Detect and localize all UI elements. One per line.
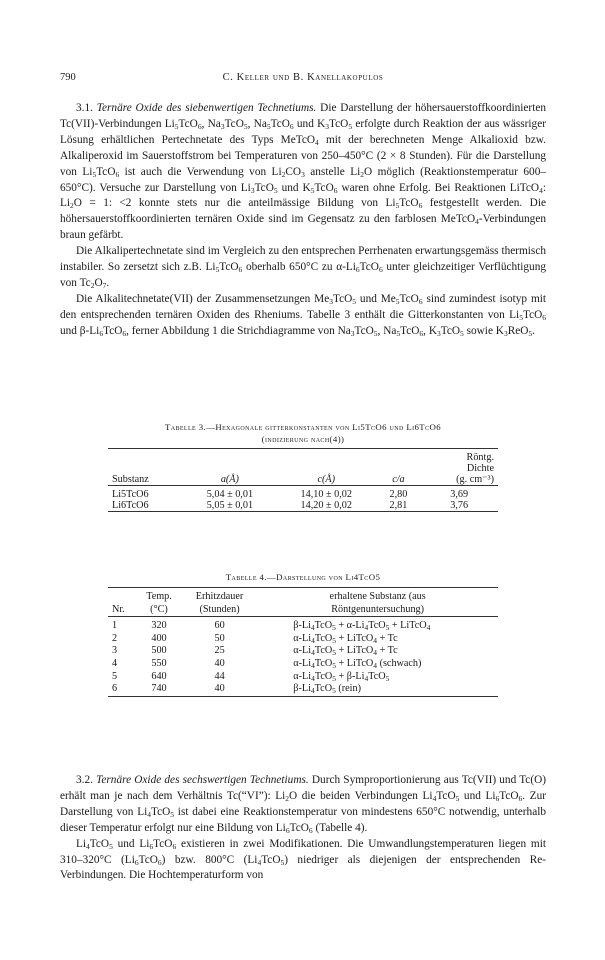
cell-nr: 5 — [112, 670, 118, 682]
header-subst-2: Röntgenuntersuchung) — [331, 603, 425, 615]
paragraph: 3.2. Ternäre Oxide des sechswertigen Technetiums. Durch Symproportionierung aus Tc(VII) und Tc(O) erhält man je nach dem Verhältnis Tc(“VI”): $Li_2O$ die beiden Verbindungen $Li_4TcO_5$ und $Li_6TcO_6$. Zur Darstellung von $Li_4TcO_5$ ist dabei eine Reaktionstemperatur von mindestens 650°C notwendig, unterhalb dieser Temperatur erfolgt nur eine Bildung von $Li_6TcO_6$ (Tabelle 4). — [60, 774, 547, 835]
cell-a: 5,04 ± 0,01 — [206, 489, 254, 500]
cell-dauer: 40 — [214, 657, 225, 669]
cell-substanz: $\beta-Li_4TcO_5$ (rein) — [293, 683, 361, 696]
header-subst-1: erhaltene Substanz (aus — [329, 591, 426, 602]
header-temp-1: Temp. — [146, 591, 172, 602]
table-row — [108, 633, 498, 646]
header-density-1: Röntg. — [466, 452, 494, 463]
table-row — [108, 658, 498, 671]
cell-substanz: Li6TcO6 — [112, 500, 149, 511]
cell-c: 14,20 ± 0,02 — [300, 500, 352, 511]
cell-substanz: $\beta-Li_4TcO_5 + \alpha-Li_4TcO_5$ + LiTcO$_4$ — [293, 620, 431, 633]
table-row — [108, 683, 498, 696]
cell-dichte: 3,69 — [450, 489, 469, 500]
cell-ca: 2,80 — [389, 489, 408, 500]
cell-dichte: 3,76 — [450, 500, 469, 511]
section-title: Ternäre Oxide des siebenwertigen Technetiums. — [96, 102, 317, 114]
cell-nr: 1 — [112, 620, 118, 632]
header-temp-2: (°C) — [150, 603, 168, 615]
page-number: 790 — [60, 72, 76, 83]
cell-dauer: 50 — [214, 632, 225, 644]
paragraph: Die Alkalipertechnetate sind im Vergleich zu den entsprechen Perrhenaten erwartungsgemäss thermisch instabiler. So zersetzt sich z.B. $Li_5TcO_6$ oberhalb 650°C zu $\alpha-Li_6TcO_6$ unter gleichzeitiger Verflüchtigung von $Tc_2O_7$. — [60, 245, 547, 290]
cell-substanz: $\alpha-Li_4TcO_5$ + LiTcO$_4$ + Tc — [293, 645, 398, 658]
cell-substanz: $\alpha-Li_4TcO_5$ + LiTcO$_4$ + Tc — [293, 632, 398, 645]
section-number: 3.1. — [76, 102, 93, 114]
table-3-caption-line-2: (indizierung nach(4)) — [261, 434, 345, 444]
paragraph: 3.1. Ternäre Oxide des siebenwertigen Technetiums. Die Darstellung der höhersauerstoffkoordinierten Tc(VII)-Verbindungen $Li_5TcO_6$, $Na_3TcO_5$, $Na_5TcO_6$ und $K_3TcO_5$ erfolgte durch Reaktion der aus wässriger Lösung erhältlichen Pertechnetate des Typs MeTcO$_4$ mit der berechneten Menge Alkalioxid bzw. Alkaliperoxid im Sauerstoffstrom bei Temperaturen von 250–450°C (2 × 8 Stunden). Für die Darstellung von $Li_5TcO_6$ ist auch die Verwendung von $Li_2CO_3$ anstelle $Li_2O$ möglich (Reaktionstemperatur 600–650°C). Versuche zur Darstellung von $Li_3TcO_5$ und $K_5TcO_6$ waren ohne Erfolg. Bei Reaktionen LiTcO$_4$: $Li_2O = 1$: <2 konnte stets nur die anteilmässige Bildung von $Li_5TcO_6$ festgestellt werden. Die höhersauerstoffkoordinierten ternären Oxide sind im Gegensatz zu den farblosen MeTcO$_4$-Verbindungen braun gefärbt. — [60, 102, 547, 242]
table-4-caption: Tabelle 4.—Darstellung von Li4TcO5 — [225, 572, 381, 582]
running-header — [60, 72, 546, 88]
cell-ca: 2,81 — [389, 500, 408, 511]
table-row — [108, 500, 498, 512]
header-c: c(Å) — [317, 474, 335, 485]
header-a: a(Å) — [220, 474, 239, 485]
cell-substanz: $\alpha-Li_4TcO_5 + \beta-Li_4TcO_5$ — [293, 670, 390, 683]
table-3-caption-line-1: Tabelle 3.—Hexagonale gitterkonstanten von Li5TcO6 und Li6TcO6 — [164, 422, 442, 432]
cell-temp: 640 — [151, 670, 167, 682]
running-authors: C. Keller und B. Kanellakopulos — [222, 72, 384, 83]
section-3-2-text — [60, 773, 546, 884]
table-3-caption — [60, 421, 546, 445]
header-density-unit: (g. cm⁻³) — [456, 474, 494, 485]
cell-temp: 500 — [151, 645, 167, 657]
cell-nr: 3 — [112, 645, 118, 657]
cell-temp: 400 — [151, 632, 167, 644]
cell-substanz: $\alpha-Li_4TcO_5$ + LiTcO$_4$ (schwach) — [293, 657, 422, 670]
table-3 — [108, 448, 498, 515]
header-dauer-1: Erhitzdauer — [195, 591, 244, 602]
table-row — [108, 645, 498, 658]
header-density-2: Dichte — [466, 463, 494, 474]
cell-substanz: Li5TcO6 — [112, 489, 149, 500]
header-dauer-2: (Stunden) — [199, 603, 240, 615]
table-row — [108, 620, 498, 633]
header-ca: c/a — [392, 474, 405, 485]
paragraph: Die Alkalitechnetate(VII) der Zusammensetzungen $Me_3TcO_5$ und $Me_5TcO_6$ sind zumindest isotyp mit den entsprechenden ternären Oxiden des Rheniums. Tabelle 3 enthält die Gitterkonstanten von $Li_5TcO_6$ und $\beta-Li_6TcO_6$, ferner Abbildung 1 die Strichdiagramme von $Na_3TcO_5$, $Na_5TcO_6$, $K_3TcO_5$ sowie $K_3ReO_5$. — [60, 292, 547, 338]
cell-nr: 4 — [112, 657, 118, 669]
cell-dauer: 44 — [214, 670, 225, 682]
cell-nr: 6 — [112, 683, 118, 695]
cell-temp: 320 — [151, 620, 167, 632]
header-substanz: Substanz — [112, 474, 149, 485]
table-row — [108, 671, 498, 684]
cell-dauer: 60 — [214, 620, 225, 632]
table-4 — [108, 587, 498, 700]
section-title: Ternäre Oxide des sechswertigen Technetiums. — [96, 774, 309, 786]
cell-a: 5,05 ± 0,01 — [206, 500, 254, 511]
cell-temp: 740 — [151, 683, 167, 695]
paragraph: $Li_4TcO_5$ und $Li_6TcO_6$ existieren in zwei Modifikationen. Die Umwandlungstemperaturen liegen mit 310–320°C $(Li_6TcO_6)$ bzw. 800°C $(Li_4TcO_5)$ niedriger als diejenigen der entsprechenden Re-Verbindungen. Die Hochtemperaturform von — [60, 837, 547, 882]
cell-nr: 2 — [112, 632, 118, 644]
header-nr: Nr. — [112, 603, 125, 615]
cell-dauer: 25 — [214, 645, 225, 657]
table-row — [108, 489, 498, 500]
cell-temp: 550 — [151, 657, 167, 669]
cell-dauer: 40 — [214, 683, 225, 695]
section-number: 3.2. — [76, 774, 93, 786]
cell-c: 14,10 ± 0,02 — [300, 489, 352, 500]
section-3-1-text — [60, 101, 546, 340]
